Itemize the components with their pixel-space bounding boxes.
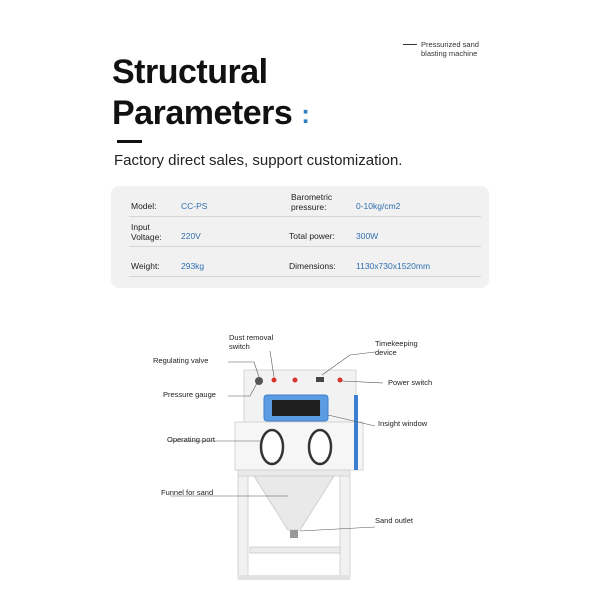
- voltage-value: 220V: [181, 231, 201, 241]
- lower-crossbar: [238, 470, 350, 476]
- callout-regulating-valve: Regulating valve: [153, 356, 209, 365]
- pressure-value: 0-10kg/cm2: [356, 201, 401, 211]
- callout-insight-window: Insight window: [378, 419, 428, 428]
- page-title: [112, 52, 310, 136]
- callout-dust-removal-switch: Dust removal switch: [229, 333, 274, 351]
- dimensions-value: 1130x730x1520mm: [356, 261, 431, 271]
- weight-value: 293kg: [181, 261, 205, 271]
- timekeeping-display: [316, 377, 324, 382]
- left-leg: [238, 470, 248, 578]
- regulating-valve-knob: [272, 378, 277, 383]
- tagline-line-2: blasting machine: [421, 49, 478, 58]
- base-shelf: [250, 547, 340, 553]
- model-value: CC-PS: [181, 201, 208, 211]
- callout-timekeeping-device: Timekeeping device: [375, 339, 418, 357]
- spec-row-2: [129, 216, 481, 247]
- spec-row-1: [129, 186, 481, 217]
- spec-row-3: [129, 246, 481, 277]
- pressure-label: Barometric pressure:: [291, 192, 333, 212]
- tagline-dash: [403, 44, 417, 45]
- dust-switch-knob: [293, 378, 298, 383]
- tagline-line-1: Pressurized sand: [421, 40, 479, 49]
- spec-panel: [111, 186, 489, 288]
- left-operating-port: [261, 430, 283, 464]
- callout-power-switch: Power switch: [388, 378, 433, 387]
- title-colon: :: [301, 99, 310, 129]
- title-line-2-text: Parameters: [112, 94, 293, 132]
- blue-side-rail: [354, 395, 358, 470]
- insight-window-glass: [272, 400, 320, 416]
- callout-operating-port: Operating port: [167, 435, 215, 444]
- power-label: Total power:: [289, 231, 335, 241]
- machine-chamber: [235, 422, 363, 470]
- voltage-label: Input Voltage:: [131, 222, 162, 242]
- right-operating-port: [309, 430, 331, 464]
- right-leg: [340, 470, 350, 578]
- dimensions-label: Dimensions:: [289, 261, 336, 271]
- power-switch-knob: [338, 378, 343, 383]
- callout-funnel-for-sand: Funnel for sand: [161, 488, 214, 497]
- sand-outlet-spout: [290, 530, 298, 538]
- power-value: 300W: [356, 231, 379, 241]
- title-line-1: Structural: [112, 53, 268, 91]
- callout-sand-outlet: Sand outlet: [375, 516, 413, 525]
- subtitle: Factory direct sales, support customization.: [114, 152, 403, 169]
- leader-sand-outlet: [300, 527, 375, 531]
- sand-funnel: [254, 476, 334, 530]
- product-tagline: [403, 40, 479, 58]
- callout-pressure-gauge: Pressure gauge: [163, 390, 216, 399]
- model-label: Model:: [131, 201, 157, 211]
- pressure-gauge-knob: [255, 377, 263, 385]
- base-foot: [238, 575, 350, 580]
- title-line-2: [112, 93, 310, 136]
- title-underline: [117, 140, 142, 143]
- weight-label: Weight:: [131, 261, 160, 271]
